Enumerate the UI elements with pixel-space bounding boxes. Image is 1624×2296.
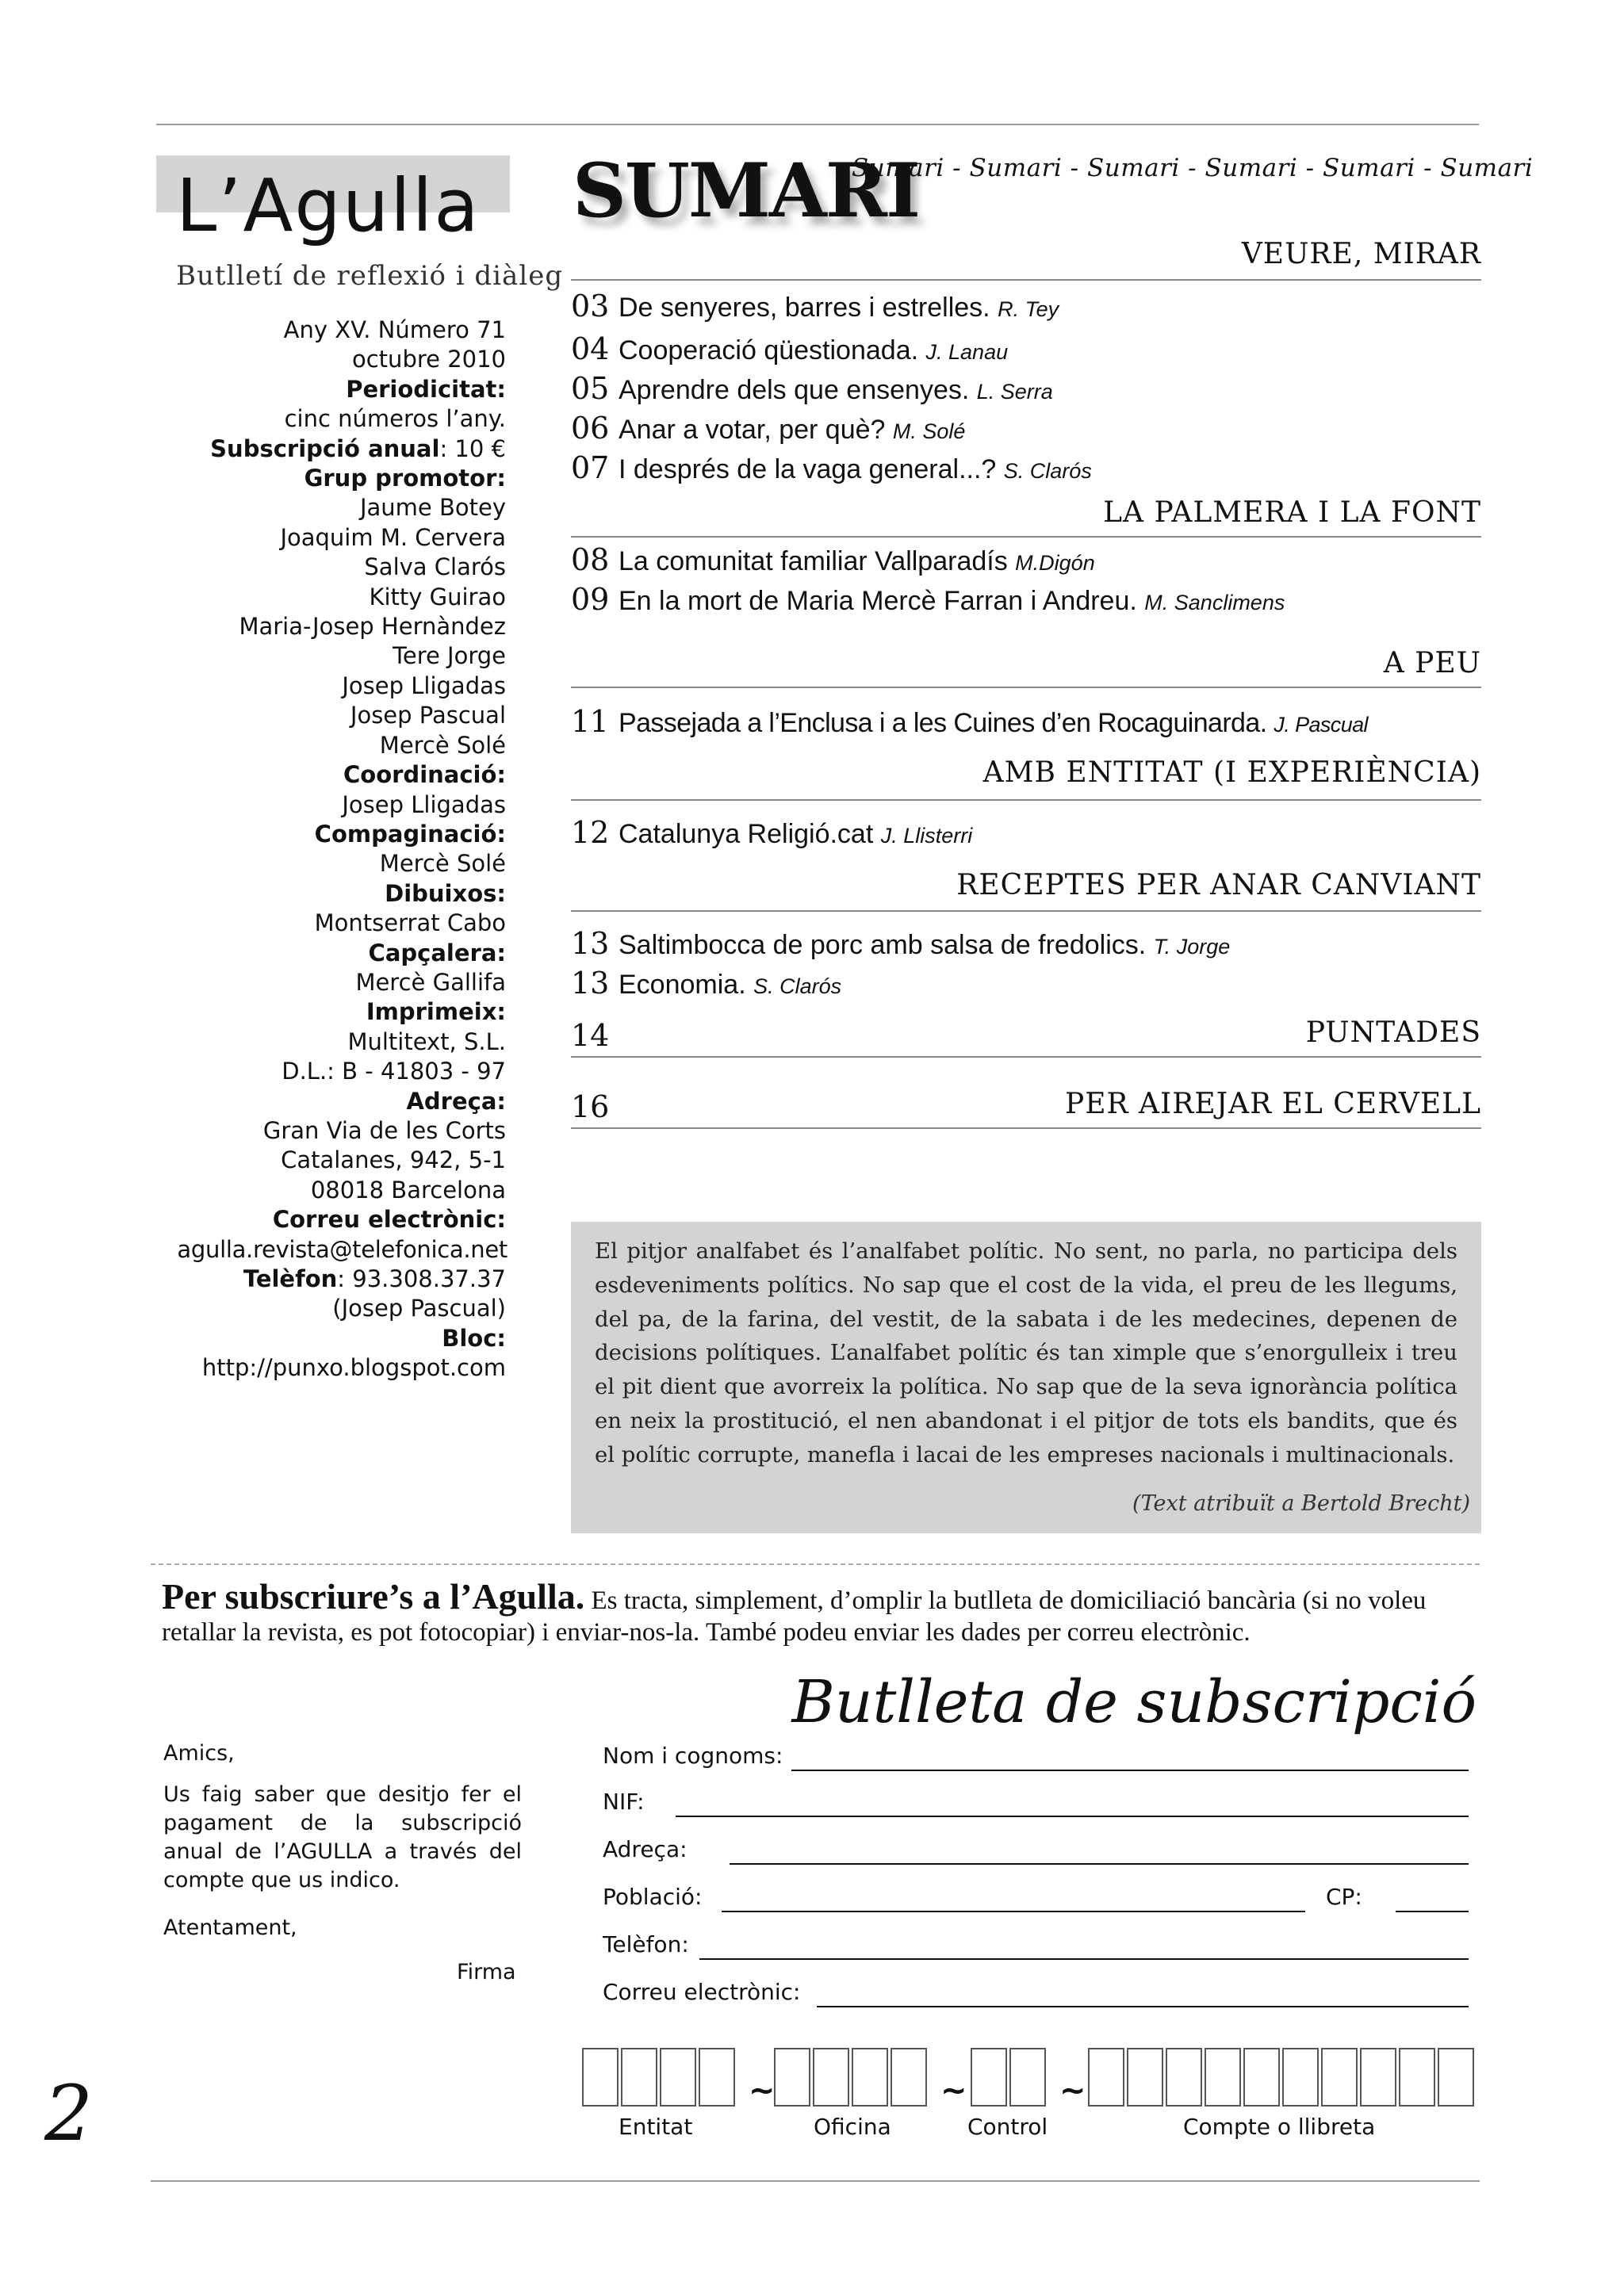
- compte-digit-box[interactable]: [1205, 2048, 1241, 2107]
- address-label: Adreça:: [603, 1836, 688, 1862]
- compte-digit-box[interactable]: [1438, 2048, 1474, 2107]
- toc-page: 03: [571, 289, 610, 323]
- compte-digit-box[interactable]: [1088, 2048, 1124, 2107]
- oficina-digit-box[interactable]: [813, 2048, 849, 2107]
- legal-deposit: D.L.: B - 41803 - 97: [282, 1058, 506, 1085]
- compte-digit-box[interactable]: [1321, 2048, 1358, 2107]
- entitat-digit-box[interactable]: [621, 2048, 657, 2107]
- section-rule: [571, 536, 1481, 538]
- entitat-digit-box[interactable]: [582, 2048, 619, 2107]
- grup-member: Mercè Solé: [379, 731, 506, 759]
- toc-title: En la mort de Maria Mercè Farran i Andreu.: [619, 586, 1137, 616]
- email-line: [817, 2006, 1469, 2007]
- compte-digit-box[interactable]: [1166, 2048, 1202, 2107]
- section-rule: [571, 687, 1481, 688]
- toc-author: J. Pascual: [1274, 713, 1368, 737]
- toc-entry[interactable]: [571, 1089, 619, 1124]
- toc-entry[interactable]: [571, 450, 1092, 485]
- section-title: LA PALMERA I LA FONT: [1103, 496, 1481, 529]
- section-title: PUNTADES: [1305, 1016, 1481, 1049]
- section-title: A PEU: [1383, 647, 1481, 679]
- toc-page: 04: [571, 331, 610, 366]
- toc-title: Passejada a l’Enclusa i a les Cuines d’en Rocaguinarda.: [619, 708, 1267, 738]
- telefon-value: : 93.308.37.37: [337, 1265, 506, 1292]
- entitat-digit-box[interactable]: [699, 2048, 735, 2107]
- subscripcio-value: : 10 €: [439, 434, 506, 462]
- compte-digit-box[interactable]: [1360, 2048, 1396, 2107]
- separator-dash: ~: [749, 2072, 776, 2109]
- bottom-rule: [151, 2180, 1480, 2182]
- adreca-line: Gran Via de les Corts: [262, 1116, 506, 1144]
- cp-line: [1396, 1911, 1469, 1912]
- toc-page: 11: [571, 704, 609, 739]
- section-rule: [571, 910, 1481, 912]
- issue-date: octubre 2010: [352, 346, 506, 373]
- cp-label: CP:: [1326, 1884, 1362, 1910]
- compaginacio-label: Compaginació:: [314, 820, 506, 848]
- grup-member: Kitty Guirao: [369, 583, 506, 610]
- section-rule: [571, 1127, 1481, 1129]
- toc-entry[interactable]: [571, 815, 972, 850]
- phone-field[interactable]: [603, 1931, 1469, 1963]
- address-field[interactable]: [603, 1836, 1469, 1868]
- separator-dash: ~: [1059, 2072, 1086, 2109]
- nif-field[interactable]: [603, 1789, 1469, 1820]
- imprimeix-value: Multitext, S.L.: [347, 1027, 506, 1055]
- adreca-line: Catalanes, 942, 5-1: [281, 1146, 506, 1174]
- toc-entry[interactable]: [571, 1018, 619, 1053]
- page-number: 2: [44, 2069, 94, 2158]
- toc-entry[interactable]: [571, 966, 841, 1001]
- toc-title: Economia.: [619, 970, 746, 1000]
- email-label: Correu electrònic:: [603, 1979, 801, 2005]
- toc-page: 06: [571, 411, 610, 446]
- adreca-label: Adreça:: [406, 1087, 506, 1115]
- divider-rule: [151, 1563, 1480, 1565]
- toc-title: Cooperació qüestionada.: [619, 335, 919, 365]
- capcalera-label: Capçalera:: [368, 939, 506, 966]
- name-line: [791, 1770, 1469, 1771]
- toc-title: La comunitat familiar Vallparadís: [619, 546, 1008, 576]
- toc-page: 16: [571, 1089, 610, 1124]
- toc-entry[interactable]: [571, 289, 1059, 323]
- masthead-subtitle: Butlletí de reflexió i diàleg: [176, 260, 564, 292]
- compte-digit-box[interactable]: [1282, 2048, 1319, 2107]
- section-title: VEURE, MIRAR: [1241, 238, 1481, 270]
- compte-digit-box[interactable]: [1243, 2048, 1280, 2107]
- dibuixos-value: Montserrat Cabo: [314, 909, 506, 937]
- sumari-repeat: Sumari - Sumari - Sumari - Sumari - Sumari - Sumari: [852, 154, 1534, 182]
- periodicitat-value: cinc números l’any.: [284, 405, 506, 433]
- separator-dash: ~: [940, 2072, 967, 2109]
- telefon-label: Telèfon: [243, 1265, 338, 1292]
- toc-page: 07: [571, 450, 610, 485]
- top-rule: [156, 124, 1479, 125]
- grup-member: Salva Clarós: [364, 553, 506, 581]
- toc-title: Catalunya Religió.cat: [619, 819, 874, 849]
- grup-member: Tere Jorge: [393, 642, 506, 670]
- compte-digit-box[interactable]: [1127, 2048, 1163, 2107]
- toc-page: 05: [571, 371, 610, 406]
- toc-title: Anar a votar, per què?: [619, 415, 886, 445]
- capcalera-value: Mercè Gallifa: [355, 968, 506, 996]
- email-field[interactable]: [603, 1979, 1469, 2011]
- letter-body: Us faig saber que desitjo fer el pagament de la subscripció anual de l’AGULLA a través del compte que us indico.: [163, 1782, 522, 1892]
- coordinacio-value: Josep Lligadas: [342, 790, 506, 818]
- section-title: PER AIREJAR EL CERVELL: [1065, 1088, 1481, 1120]
- bloc-label: Bloc:: [442, 1324, 506, 1352]
- blog-link[interactable]: http://punxo.blogspot.com: [201, 1354, 506, 1382]
- toc-author: S. Clarós: [753, 974, 842, 998]
- control-label: Control: [967, 2114, 1048, 2140]
- credits-column: [155, 316, 506, 1383]
- phone-label: Telèfon:: [603, 1931, 689, 1957]
- toc-entry[interactable]: [571, 371, 1053, 406]
- quote-text: El pitjor analfabet és l’analfabet polític. No sent, no parla, no participa dels esdeveniments polítics. No sap que el cost de la vida, el preu de les llegums, del pa, de la farina, del vestit, de la sabata i de les medecines, depenen de decisions polítiques. L’analfabet polític és tan ximple que s’enorgulleix i treu el pit dient que avorreix la política. No sap que de la seva ignorància política en neix la prostitució, el nen abandonat i el pitjor de tots els bandits, que és el polític corrupte, manefla i lacai de les empreses nacionals i multinacionals.: [595, 1238, 1457, 1468]
- toc-page: 12: [571, 815, 610, 850]
- toc-page: 14: [571, 1018, 610, 1053]
- toc-page: 08: [571, 542, 610, 577]
- grup-member: Josep Lligadas: [342, 672, 506, 699]
- phone-line: [699, 1958, 1469, 1960]
- masthead-title: L’Agulla: [176, 163, 481, 248]
- toc-title: Aprendre dels que ensenyes.: [619, 375, 970, 405]
- name-label: Nom i cognoms:: [603, 1743, 783, 1769]
- grup-member: Maria-Josep Hernàndez: [239, 613, 506, 641]
- name-field[interactable]: [603, 1743, 1469, 1774]
- compte-digit-box[interactable]: [1399, 2048, 1435, 2107]
- oficina-label: Oficina: [814, 2114, 891, 2140]
- toc-title: Saltimbocca de porc amb salsa de fredolics.: [619, 930, 1147, 960]
- letter-closing: Atentament,: [163, 1915, 297, 1940]
- toc-entry[interactable]: [571, 331, 1008, 366]
- section-rule: [571, 1056, 1481, 1058]
- toc-author: J. Llisterri: [880, 824, 973, 848]
- adreca-line: 08018 Barcelona: [310, 1176, 506, 1203]
- control-digit-box[interactable]: [1009, 2048, 1046, 2107]
- grup-member: Josep Pascual: [350, 702, 506, 729]
- toc-entry[interactable]: [571, 704, 1368, 739]
- subscription-heading: Per subscriure’s a l’Agulla.: [162, 1576, 585, 1617]
- toc-entry[interactable]: [571, 411, 965, 446]
- toc-title: I després de la vaga general...?: [619, 454, 997, 484]
- compte-label: Compte o llibreta: [1183, 2114, 1376, 2140]
- entitat-label: Entitat: [619, 2114, 693, 2140]
- telefon-contact: (Josep Pascual): [332, 1295, 506, 1322]
- toc-author: M.Digón: [1015, 551, 1095, 575]
- town-label: Població:: [603, 1884, 703, 1910]
- oficina-digit-box[interactable]: [774, 2048, 810, 2107]
- section-rule: [571, 279, 1481, 281]
- toc-entry[interactable]: [571, 582, 1285, 617]
- toc-author: M. Sanclimens: [1144, 591, 1285, 614]
- toc-author: L. Serra: [976, 380, 1053, 404]
- toc-entry[interactable]: [571, 926, 1230, 961]
- sumari-title: SUMARI: [573, 147, 919, 235]
- toc-entry[interactable]: [571, 542, 1095, 577]
- periodicitat-label: Periodicitat:: [346, 375, 506, 403]
- section-rule: [571, 799, 1481, 801]
- toc-author: J. Lanau: [925, 340, 1009, 364]
- form-title: Butlleta de subscripció: [791, 1668, 1477, 1736]
- grup-member: Joaquim M. Cervera: [280, 523, 506, 551]
- subscription-text: Es tracta, simplement, d’omplir la butlleta de domiciliació bancària (si no voleu retallar la revista, es pot fotocopiar) i enviar-nos-la. També podeu enviar les dades per correu electrònic.: [162, 1586, 1427, 1647]
- nif-label: NIF:: [603, 1789, 645, 1815]
- section-title: AMB ENTITAT (I EXPERIÈNCIA): [982, 756, 1481, 789]
- quote-attribution: (Text atribuït a Bertold Brecht): [1132, 1491, 1470, 1516]
- entitat-digit-box[interactable]: [660, 2048, 696, 2107]
- toc-page: 09: [571, 582, 610, 617]
- subscripcio-label: Subscripció anual: [210, 434, 440, 462]
- correu-label: Correu electrònic:: [272, 1206, 506, 1234]
- quote-box: [571, 1222, 1481, 1533]
- address-line: [730, 1863, 1469, 1865]
- oficina-digit-box[interactable]: [852, 2048, 888, 2107]
- imprimeix-label: Imprimeix:: [366, 998, 506, 1026]
- toc-author: M. Solé: [892, 419, 966, 443]
- subscription-intro: [162, 1576, 1494, 1648]
- compaginacio-value: Mercè Solé: [379, 850, 506, 878]
- grup-member: Jaume Botey: [359, 494, 506, 522]
- letter-signature: Firma: [457, 1960, 516, 1984]
- control-digit-box[interactable]: [971, 2048, 1007, 2107]
- issue: Any XV. Número 71: [283, 316, 506, 343]
- email-link[interactable]: agulla.revista@telefonica.net: [177, 1235, 508, 1263]
- section-title: RECEPTES PER ANAR CANVIANT: [956, 869, 1481, 901]
- toc-author: T. Jorge: [1153, 935, 1231, 959]
- grup-label: Grup promotor:: [304, 465, 506, 492]
- coordinacio-label: Coordinació:: [343, 761, 506, 789]
- toc-author: R. Tey: [998, 297, 1059, 321]
- nif-line: [676, 1816, 1469, 1817]
- toc-page: 13: [571, 926, 610, 961]
- oficina-digit-box[interactable]: [891, 2048, 927, 2107]
- toc-page: 13: [571, 966, 610, 1001]
- town-line: [722, 1911, 1305, 1912]
- dibuixos-label: Dibuixos:: [385, 879, 506, 907]
- toc-title: De senyeres, barres i estrelles.: [619, 293, 990, 323]
- town-field[interactable]: [603, 1884, 1469, 1915]
- letter-greeting: Amics,: [163, 1741, 235, 1766]
- toc-author: S. Clarós: [1003, 459, 1092, 483]
